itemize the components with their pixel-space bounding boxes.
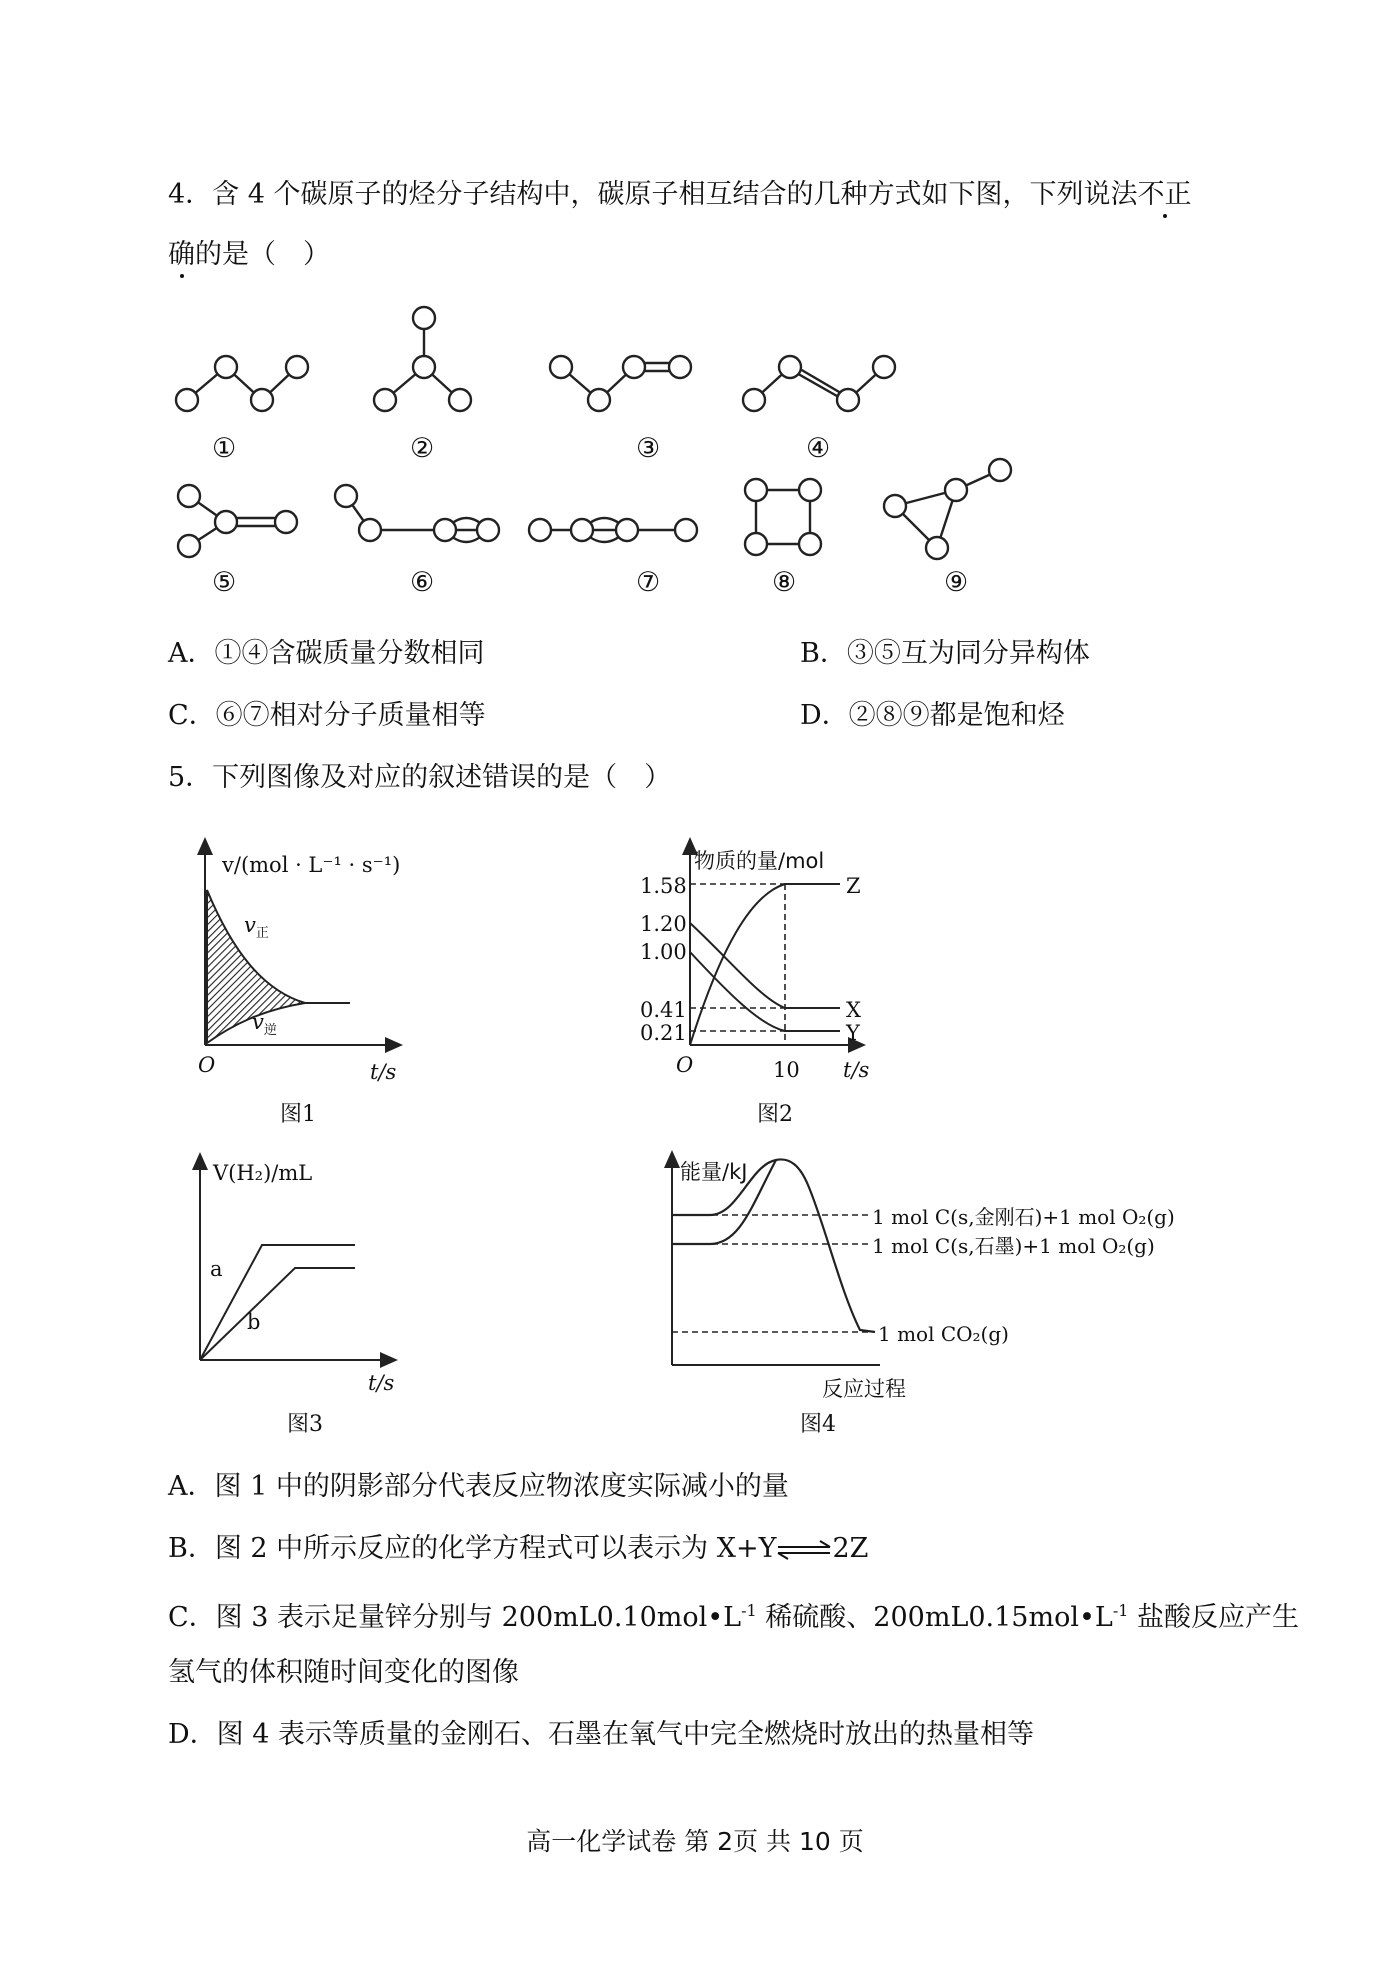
q4-option-b: B．③⑤互为同分异构体 [800, 638, 1090, 669]
structure-label-1: ① [212, 433, 237, 464]
fig3-xlabel: t/s [368, 1371, 395, 1395]
fig2-caption: 图2 [757, 1102, 793, 1127]
equilibrium-arrow-icon [776, 1540, 832, 1560]
fig2-tick-041: 0.41 [640, 998, 687, 1022]
q4-emphasis-2: 确 [168, 239, 195, 270]
q5-stem: 5．下列图像及对应的叙述错误的是（ ） [168, 762, 672, 793]
structure-label-9: ⑨ [944, 567, 969, 598]
structure-label-7: ⑦ [636, 567, 661, 598]
structure-label-8: ⑧ [772, 567, 797, 598]
fig2-tick-10: 10 [773, 1058, 800, 1082]
fig2-origin: O [676, 1053, 694, 1077]
structure-label-4: ④ [806, 433, 831, 464]
q4-emphasis-1: 不正 [1137, 179, 1192, 210]
fig1-xlabel: t/s [370, 1060, 397, 1084]
fig3-label-b: b [247, 1310, 261, 1334]
structure-label-6: ⑥ [410, 567, 435, 598]
q5-option-b: B．图 2 中所示反应的化学方程式可以表示为 X+Y 2Z [168, 1533, 869, 1564]
figure-3 [200, 1160, 390, 1360]
fig2-ylabel: 物质的量/mol [694, 849, 825, 873]
fig1-origin: O [198, 1053, 216, 1077]
fig2-label-z: Z [846, 874, 861, 898]
q5-option-c-line2: 氢气的体积随时间变化的图像 [168, 1657, 519, 1688]
fig2-label-x: X [846, 998, 861, 1022]
fig1-vrev-label: $v_逆$ [252, 1010, 277, 1039]
q4-option-a: A．①④含碳质量分数相同 [168, 638, 485, 669]
structure-label-5: ⑤ [212, 567, 237, 598]
structure-label-3: ③ [636, 433, 661, 464]
fig2-tick-158: 1.58 [640, 874, 687, 898]
fig2-tick-021: 0.21 [640, 1021, 687, 1045]
fig1-caption: 图1 [280, 1102, 316, 1127]
fig1-ylabel: v/(mol · L⁻¹ · s⁻¹) [222, 853, 401, 877]
fig3-series-a [200, 1245, 355, 1360]
structure-label-2: ② [410, 433, 435, 464]
fig4-level-diamond: 1 mol C(s,金刚石)+1 mol O₂(g) [872, 1205, 1175, 1229]
fig1-vfwd-label: $v_正$ [244, 913, 269, 942]
fig4-level-co2: 1 mol CO₂(g) [878, 1322, 1009, 1346]
q4-option-c: C．⑥⑦相对分子质量相等 [168, 700, 486, 731]
fig2-label-y: Y [846, 1021, 860, 1045]
q4-option-d: D．②⑧⑨都是饱和烃 [800, 700, 1065, 731]
fig2-tick-100: 1.00 [640, 940, 687, 964]
fig2-series-x [690, 923, 840, 1008]
fig2-series-y [690, 952, 840, 1031]
fig4-level-graphite: 1 mol C(s,石墨)+1 mol O₂(g) [872, 1234, 1155, 1258]
fig2-tick-120: 1.20 [640, 912, 687, 936]
fig3-label-a: a [210, 1257, 223, 1281]
fig3-ylabel: V(H₂)/mL [213, 1161, 313, 1185]
fig4-xlabel: 反应过程 [822, 1377, 906, 1401]
fig4-caption: 图4 [800, 1412, 836, 1437]
q4-stem-line2: 确的是（ ） [168, 239, 330, 270]
q4-stem-line1: 4．含 4 个碳原子的烃分子结构中，碳原子相互结合的几种方式如下图，下列说法不正 [168, 179, 1192, 210]
q5-option-d: D．图 4 表示等质量的金刚石、石墨在氧气中完全燃烧时放出的热量相等 [168, 1719, 1034, 1750]
figure-4 [672, 1158, 880, 1365]
page-footer: 高一化学试卷 第 2页 共 10 页 [526, 1827, 864, 1856]
q5-option-a: A．图 1 中的阴影部分代表反应物浓度实际减小的量 [168, 1471, 789, 1502]
fig2-xlabel: t/s [843, 1058, 870, 1082]
q5-option-c-line1: C．图 3 表示足量锌分别与 $200mL0.10mol•L^{-1}$ 稀硫酸、$200mL0.15mol•L^{-1}$ 盐酸反应产生 [168, 1601, 1300, 1633]
fig4-ylabel: 能量/kJ [680, 1160, 748, 1184]
fig3-series-b [200, 1268, 355, 1360]
fig3-caption: 图3 [287, 1412, 323, 1437]
